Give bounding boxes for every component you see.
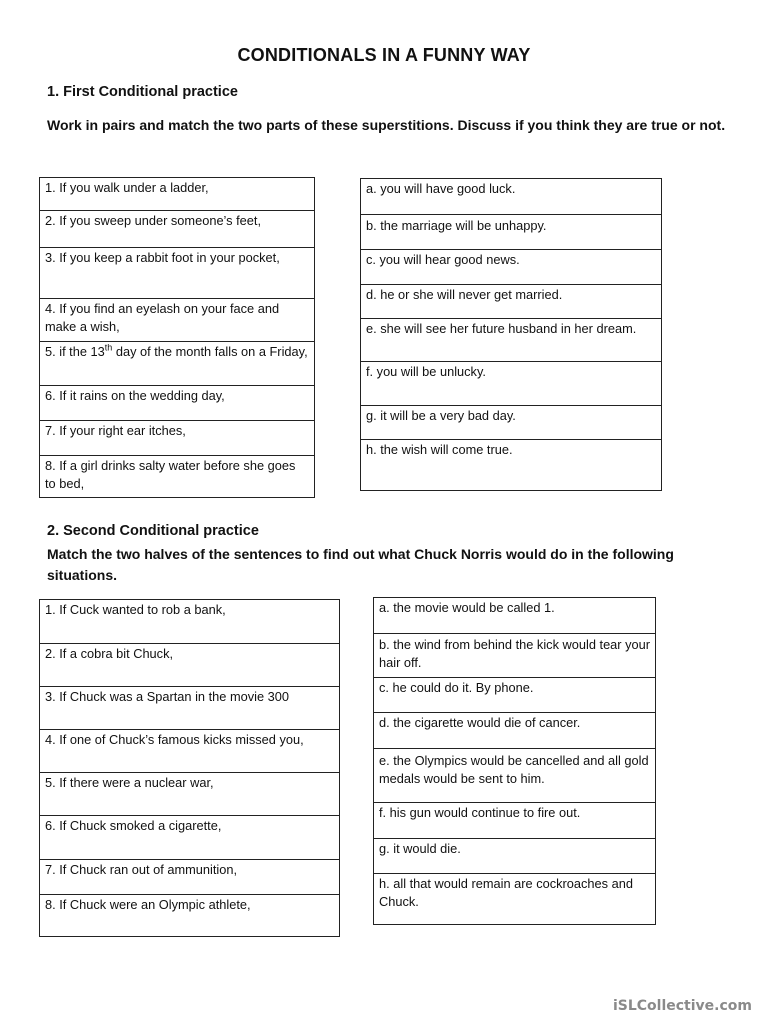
row5-text-end: day of the month falls on a Friday, [112,344,308,359]
table-row [40,341,314,385]
table-row: b. the marriage will be unhappy. [361,214,661,249]
site-watermark: iSLCollective.com [612,998,752,1014]
section1-left-table [39,177,315,498]
table-row: d. he or she will never get married. [361,284,661,318]
table-row: h. the wish will come true. [361,439,661,490]
table-row: 3. If you keep a rabbit foot in your pocket, [40,247,314,298]
table-row: 8. If Chuck were an Olympic athlete, [40,894,339,936]
table-row: a. the movie would be called 1. [379,600,555,615]
table-row: 1. If Cuck wanted to rob a bank, [45,602,226,617]
row5-text-start: 5. if the 13 [45,344,105,359]
table-row: 5. If there were a nuclear war, [40,772,339,815]
table-row: c. he could do it. By phone. [374,677,655,712]
table-row: b. the wind from behind the kick would tear your hair off. [374,633,655,677]
row5-superscript: th [104,342,113,353]
table-row: a. you will have good luck. [366,181,516,196]
table-row: g. it would die. [374,838,655,873]
table-row: e. she will see her future husband in her dream. [361,318,661,361]
table-row: 4. If one of Chuck’s famous kicks missed you, [40,729,339,772]
table-row: c. you will hear good news. [361,249,661,284]
section1-right-table [360,178,662,491]
section2-instruction: Match the two halves of the sentences to find out what Chuck Norris would do in the following situations. [47,546,674,583]
section1-heading: 1. First Conditional practice [47,84,238,100]
table-row: e. the Olympics would be cancelled and all gold medals would be sent to him. [374,748,655,802]
table-row: 2. If a cobra bit Chuck, [40,643,339,686]
table-row: 4. If you find an eyelash on your face and make a wish, [40,298,314,341]
table-row: f. you will be unlucky. [361,361,661,405]
table-row: d. the cigarette would die of cancer. [374,712,655,748]
table-row: 6. If Chuck smoked a cigarette, [40,815,339,859]
section2-right-table [373,597,656,925]
section2-heading: 2. Second Conditional practice [47,523,259,539]
section1-instruction: Work in pairs and match the two parts of these superstitions. Discuss if you think they are true or not. [47,117,726,133]
table-row: g. it will be a very bad day. [361,405,661,439]
section2-left-table [39,599,340,937]
table-row: 7. If Chuck ran out of ammunition, [40,859,339,894]
table-row: 3. If Chuck was a Spartan in the movie 300 [40,686,339,729]
table-row: f. his gun would continue to fire out. [374,802,655,838]
table-row: 2. If you sweep under someone’s feet, [40,210,314,247]
table-row: 8. If a girl drinks salty water before she goes to bed, [40,455,314,497]
table-row: 7. If your right ear itches, [40,420,314,455]
worksheet-title: CONDITIONALS IN A FUNNY WAY [237,45,531,65]
table-row: 6. If it rains on the wedding day, [40,385,314,420]
table-row: h. all that would remain are cockroaches and Chuck. [374,873,655,924]
table-row: 1. If you walk under a ladder, [45,180,209,195]
